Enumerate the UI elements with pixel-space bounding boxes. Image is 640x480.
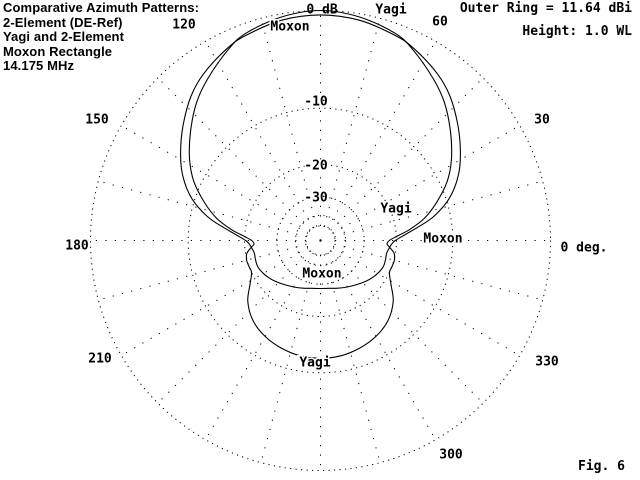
title-line-2: 2-Element (DE-Ref)	[3, 14, 123, 30]
series-label-moxon-bottom: Moxon	[302, 266, 342, 282]
polar-grid-radial-210	[121, 248, 308, 356]
angle-label-0: 0 deg.	[560, 240, 608, 256]
angle-label-210: 210	[88, 351, 112, 367]
series-label-yagi-bottom: Yagi	[299, 355, 331, 371]
polar-grid-radial-240	[206, 253, 314, 440]
series-label-moxon-top: Moxon	[270, 19, 310, 35]
title-line-5: 14.175 MHz	[3, 58, 75, 73]
db-label-neg30: -30	[304, 190, 328, 206]
angle-label-30: 30	[534, 112, 550, 128]
db-label-0: 0 dB	[306, 2, 338, 18]
yagi-pattern-curve	[189, 11, 451, 359]
polar-grid-radial-30	[333, 126, 520, 234]
angle-label-120: 120	[172, 17, 196, 33]
title-line-1: Comparative Azimuth Patterns:	[3, 0, 200, 15]
angle-label-330: 330	[535, 354, 559, 370]
figure-caption: Fig. 6	[578, 459, 625, 474]
polar-grid-radial-225	[158, 251, 310, 403]
antenna-height-value: Height: 1.0 WL	[522, 24, 632, 39]
polar-grid-radial-165	[98, 181, 306, 237]
polar-grid-radial-150	[121, 126, 308, 234]
polar-grid-radial-345	[335, 244, 543, 300]
polar-grid-radial-75	[324, 18, 380, 226]
polar-grid-radial-300	[328, 253, 436, 440]
polar-grid-radial-60	[328, 41, 436, 228]
title-line-3: Yagi and 2-Element	[3, 29, 125, 44]
angle-label-60: 60	[432, 14, 448, 30]
polar-grid-radial-120	[206, 41, 314, 228]
series-label-yagi-mid: Yagi	[380, 201, 412, 217]
series-label-yagi-top: Yagi	[375, 2, 407, 18]
angle-label-150: 150	[85, 112, 109, 128]
polar-grid-radial-330	[333, 248, 520, 356]
polar-grid-radial-15	[335, 181, 543, 237]
title-line-4: Moxon Rectangle	[3, 43, 113, 59]
angle-label-180: 180	[65, 238, 89, 254]
outer-ring-value: Outer Ring = 11.64 dBi	[459, 1, 632, 16]
polar-grid-radial-195	[98, 244, 306, 300]
db-label-neg20: -20	[304, 158, 328, 174]
polar-grid-radial-315	[331, 251, 483, 403]
angle-label-300: 300	[439, 447, 463, 463]
db-label-neg10: -10	[304, 94, 328, 110]
polar-center-dot	[319, 239, 321, 241]
series-label-moxon-right: Moxon	[423, 231, 463, 247]
